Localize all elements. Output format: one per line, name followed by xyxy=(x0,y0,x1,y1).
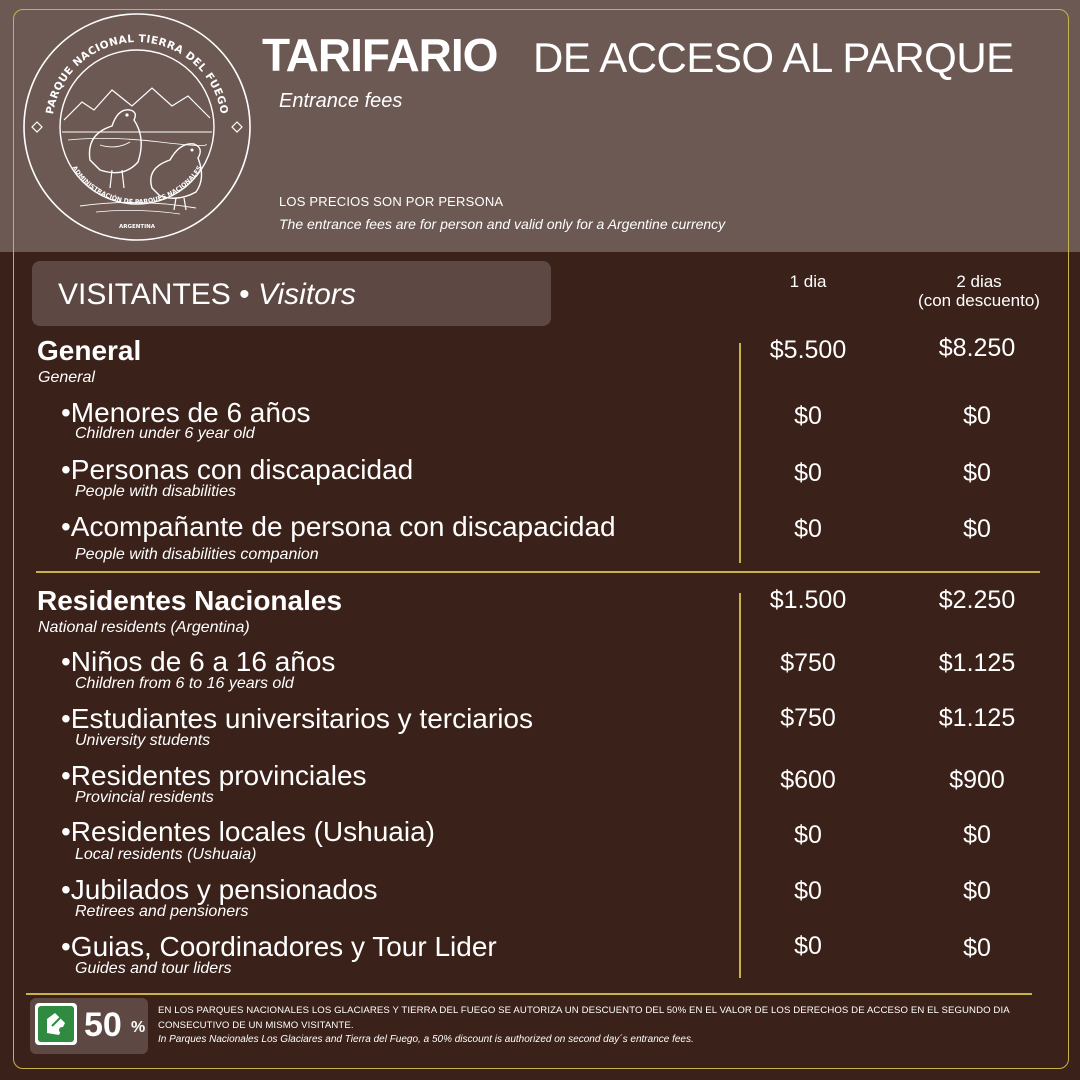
visitors-title xyxy=(58,278,356,312)
group-title-general: General xyxy=(37,335,142,366)
price-2-days: $0 xyxy=(963,459,991,487)
price-1-day: $750 xyxy=(780,704,836,732)
column-header-2-days xyxy=(898,272,1060,310)
price-2-days: $0 xyxy=(963,402,991,430)
group-subtitle-general: General xyxy=(38,369,95,386)
ticket-icon xyxy=(35,1003,77,1045)
park-seal-logo xyxy=(20,10,254,244)
price-2-days: $2.250 xyxy=(938,586,1016,614)
discount-percent: % xyxy=(131,1019,146,1036)
price-1-day: $600 xyxy=(780,766,836,794)
fee-row-label: •Niños de 6 a 16 años xyxy=(61,646,336,677)
page-subtitle: Entrance fees xyxy=(279,90,403,112)
fee-row-label-en: People with disabilities xyxy=(75,483,236,500)
fee-row-label: •Menores de 6 años xyxy=(61,397,311,428)
svg-text:ARGENTINA: ARGENTINA xyxy=(118,224,156,230)
fee-row-label: •Personas con discapacidad xyxy=(61,454,414,485)
fee-row-label: •Residentes locales (Ushuaia) xyxy=(61,816,435,847)
price-2-days: $0 xyxy=(963,515,991,543)
group-subtitle-residents: National residents (Argentina) xyxy=(38,619,250,636)
price-1-day: $0 xyxy=(794,821,822,849)
price-2-days: $1.125 xyxy=(938,649,1016,677)
fee-row-label: •Acompañante de persona con discapacidad xyxy=(61,511,616,542)
page-title-rest: DE ACCESO AL PARQUE xyxy=(533,34,1014,81)
price-1-day: $1.500 xyxy=(769,586,847,614)
column-header-1-day: 1 dia xyxy=(789,272,827,291)
visitors-title-es: VISITANTES xyxy=(58,278,231,311)
price-1-day: $5.500 xyxy=(769,336,847,364)
price-2-days: $0 xyxy=(963,821,991,849)
price-1-day: $0 xyxy=(794,402,822,430)
price-2-days: $0 xyxy=(963,934,991,962)
visitors-bullet: • xyxy=(239,278,250,311)
svg-text:ADMINISTRACIÓN DE PARQUES NACI: ADMINISTRACIÓN DE PARQUES NACIONALES xyxy=(70,164,204,206)
svg-text:PARQUE NACIONAL TIERRA DEL FUE: PARQUE NACIONAL TIERRA DEL FUEGO xyxy=(43,32,231,116)
page-title-bold: TARIFARIO xyxy=(262,29,498,81)
discount-number: 50 xyxy=(84,1006,122,1044)
price-note-en: The entrance fees are for person and valid only for a Argentine currency xyxy=(279,216,726,232)
discount-note-en: In Parques Nacionales Los Glaciares and Tierra del Fuego, a 50% discount is authorized on second day´s entrance fees. xyxy=(158,1034,694,1045)
fee-row-label-en: Children under 6 year old xyxy=(75,425,255,442)
fee-row-label-en: Guides and tour liders xyxy=(75,960,232,977)
fee-row-label-en: Local residents (Ushuaia) xyxy=(75,846,257,863)
column-divider-general xyxy=(739,343,741,563)
column-header-2-days-line1: 2 dias xyxy=(956,272,1002,291)
fee-row-label: •Jubilados y pensionados xyxy=(61,874,378,905)
group-divider xyxy=(36,571,1040,573)
fee-row-label: •Estudiantes universitarios y terciarios xyxy=(61,703,533,734)
price-2-days: $0 xyxy=(963,877,991,905)
price-1-day: $0 xyxy=(794,459,822,487)
visitors-title-en: Visitors xyxy=(258,278,356,311)
price-1-day: $0 xyxy=(794,877,822,905)
price-note-es: LOS PRECIOS SON POR PERSONA xyxy=(279,194,504,209)
discount-note-es: EN LOS PARQUES NACIONALES LOS GLACIARES Y TIERRA DEL FUEGO SE AUTORIZA UN DESCUENTO DEL 50% EN EL VALOR DE LOS DERECHOS DE ACCESO EN EL SEGUNDO DIA CONSECUTIVO DE UN MISMO VISITANTE. xyxy=(158,1005,1010,1031)
price-2-days: $1.125 xyxy=(938,704,1016,732)
price-2-days: $900 xyxy=(949,766,1005,794)
fee-row-label-en: Provincial residents xyxy=(75,789,214,806)
price-1-day: $0 xyxy=(794,932,822,960)
footer-divider xyxy=(26,993,1032,995)
column-divider-residents xyxy=(739,593,741,978)
fee-row-label-en: University students xyxy=(75,732,211,749)
price-1-day: $0 xyxy=(794,515,822,543)
fee-row-label: •Residentes provinciales xyxy=(61,760,367,791)
fee-row-label: •Guias, Coordinadores y Tour Lider xyxy=(61,931,497,962)
price-2-days: $8.250 xyxy=(938,334,1016,362)
fee-row-label-en: People with disabilities companion xyxy=(75,546,319,563)
group-title-residents: Residentes Nacionales xyxy=(37,585,343,616)
price-1-day: $750 xyxy=(780,649,836,677)
fee-row-label-en: Retirees and pensioners xyxy=(75,903,249,920)
fee-row-label-en: Children from 6 to 16 years old xyxy=(75,675,294,692)
column-header-2-days-line2: (con descuento) xyxy=(918,291,1040,310)
